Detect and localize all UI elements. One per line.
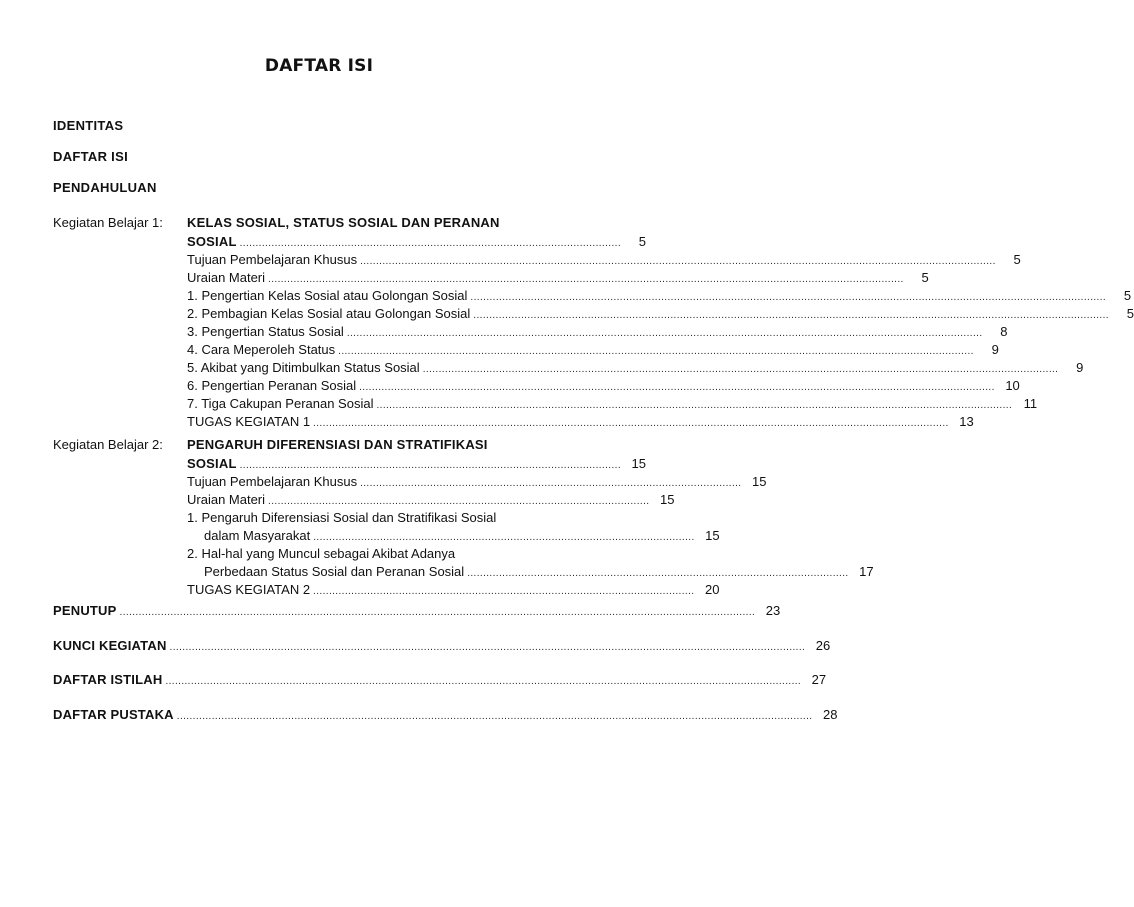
leader-dots: ........................................................................................................................ — [313, 532, 695, 543]
kb2-heading-line1: PENGARUH DIFERENSIASI DAN STRATIFIKASI — [187, 437, 488, 452]
toc-identitas: IDENTITAS — [53, 118, 124, 133]
toc-entry-text: DAFTAR ISTILAH — [53, 672, 163, 687]
page-number: 20 — [704, 582, 720, 597]
toc-daftar-isi: DAFTAR ISI — [53, 149, 128, 164]
page-number: 15 — [705, 528, 720, 543]
toc-entry-text: 6. Pengertian Peranan Sosial — [187, 378, 357, 393]
toc-entry-text: DAFTAR PUSTAKA — [53, 707, 174, 722]
leader-dots: ........................................................................................................................ — [239, 460, 622, 471]
leader-dots: ........................................................................................................................................................................................................ — [165, 676, 802, 687]
page-number: 5 — [921, 270, 929, 285]
kb2-uraian-row — [187, 491, 675, 508]
leader-dots: ........................................................................................................................................................................................................ — [338, 346, 974, 357]
closing-toc-row — [53, 637, 831, 654]
page-number: 23 — [765, 603, 781, 618]
leader-dots: ........................................................................................................................ — [239, 238, 622, 249]
page-number: 15 — [752, 474, 767, 489]
toc-entry-text: PENUTUP — [53, 603, 117, 618]
kb1-heading-row — [187, 233, 647, 250]
kb2-item2-line1: 2. Hal-hal yang Muncul sebagai Akibat Adanya — [187, 546, 456, 561]
kb1-label: Kegiatan Belajar 1: — [53, 215, 163, 230]
kb1-toc-row — [187, 269, 929, 286]
closing-toc-row — [53, 706, 838, 723]
kb2-heading-row — [187, 455, 647, 472]
leader-dots: ........................................................................................................................................................................................................ — [268, 274, 904, 285]
toc-entry-text: 2. Pembagian Kelas Sosial atau Golongan Sosial — [187, 306, 471, 321]
leader-dots: ........................................................................................................................ — [467, 568, 849, 579]
kb1-toc-row — [187, 395, 1038, 412]
toc-entry-text: 1. Pengertian Kelas Sosial atau Golongan Sosial — [187, 288, 468, 303]
page-number: 15 — [631, 456, 647, 471]
leader-dots: ........................................................................................................................................................................................................ — [360, 256, 996, 267]
toc-entry-text: Perbedaan Status Sosial dan Peranan Sosial — [204, 564, 465, 579]
kb2-label: Kegiatan Belajar 2: — [53, 437, 163, 452]
page-number: 5 — [638, 234, 647, 249]
kb1-toc-row — [187, 413, 974, 430]
leader-dots: ........................................................................................................................................................................................................ — [346, 328, 983, 339]
kb1-toc-row — [187, 287, 1132, 304]
toc-entry-text: Uraian Materi — [187, 270, 266, 285]
kb2-item1-row — [204, 527, 720, 544]
kb1-toc-row — [187, 251, 1021, 268]
toc-entry-text: Uraian Materi — [187, 492, 266, 507]
page-number: 5 — [1123, 288, 1132, 303]
kb1-toc-row — [187, 305, 1134, 322]
kb1-toc-row — [187, 323, 1008, 340]
toc-entry-text: 5. Akibat yang Ditimbulkan Status Sosial — [187, 360, 420, 375]
page-title: DAFTAR ISI — [264, 56, 374, 76]
page-number: 15 — [659, 492, 675, 507]
kb2-tujuan-row — [187, 473, 767, 490]
kb1-heading-line1: KELAS SOSIAL, STATUS SOSIAL DAN PERANAN — [187, 215, 500, 230]
page-number: 28 — [822, 707, 838, 722]
kb2-heading-line2: SOSIAL — [187, 456, 237, 471]
kb1-toc-row — [187, 359, 1084, 376]
closing-toc-row — [53, 602, 781, 619]
leader-dots: ........................................................................................................................................................................................................ — [376, 400, 1013, 411]
leader-dots: ........................................................................................................................................................................................................ — [313, 418, 949, 429]
kb2-tugas-row — [187, 581, 720, 598]
toc-pendahuluan: PENDAHULUAN — [53, 180, 157, 195]
leader-dots: ........................................................................................................................................................................................................ — [119, 607, 756, 618]
toc-entry-text: TUGAS KEGIATAN 2 — [187, 582, 311, 597]
page-number: 10 — [1005, 378, 1020, 393]
page-number: 17 — [859, 564, 874, 579]
leader-dots: ........................................................................................................................ — [313, 586, 695, 597]
leader-dots: ........................................................................................................................................................................................................ — [470, 292, 1107, 303]
page-number: 11 — [1023, 396, 1038, 411]
closing-toc-row — [53, 671, 827, 688]
page-number: 27 — [811, 672, 827, 687]
page-number: 5 — [1126, 306, 1134, 321]
leader-dots: ........................................................................................................................ — [360, 478, 742, 489]
toc-entry-text: 3. Pengertian Status Sosial — [187, 324, 344, 339]
page-number: 13 — [959, 414, 974, 429]
toc-entry-text: dalam Masyarakat — [204, 528, 311, 543]
page-number: 26 — [815, 638, 831, 653]
toc-entry-text: 7. Tiga Cakupan Peranan Sosial — [187, 396, 374, 411]
leader-dots: ........................................................................................................................ — [268, 496, 650, 507]
leader-dots: ........................................................................................................................................................................................................ — [169, 642, 806, 653]
toc-entry-text: Tujuan Pembelajaran Khusus — [187, 474, 358, 489]
toc-entry-text: TUGAS KEGIATAN 1 — [187, 414, 311, 429]
kb2-item2-row — [204, 563, 874, 580]
leader-dots: ........................................................................................................................................................................................................ — [422, 364, 1059, 375]
toc-entry-text: KUNCI KEGIATAN — [53, 638, 167, 653]
kb2-item1-line1: 1. Pengaruh Diferensiasi Sosial dan Stratifikasi Sosial — [187, 510, 497, 525]
leader-dots: ........................................................................................................................................................................................................ — [359, 382, 995, 393]
page-number: 9 — [1076, 360, 1084, 375]
toc-entry-text: Tujuan Pembelajaran Khusus — [187, 252, 358, 267]
page-number: 5 — [1013, 252, 1021, 267]
page-number: 9 — [991, 342, 999, 357]
kb1-heading-line2: SOSIAL — [187, 234, 237, 249]
kb1-toc-row — [187, 341, 999, 358]
toc-entry-text: 4. Cara Meperoleh Status — [187, 342, 336, 357]
leader-dots: ........................................................................................................................................................................................................ — [473, 310, 1109, 321]
leader-dots: ........................................................................................................................................................................................................ — [176, 711, 813, 722]
kb1-toc-row — [187, 377, 1020, 394]
page-number: 8 — [1000, 324, 1008, 339]
